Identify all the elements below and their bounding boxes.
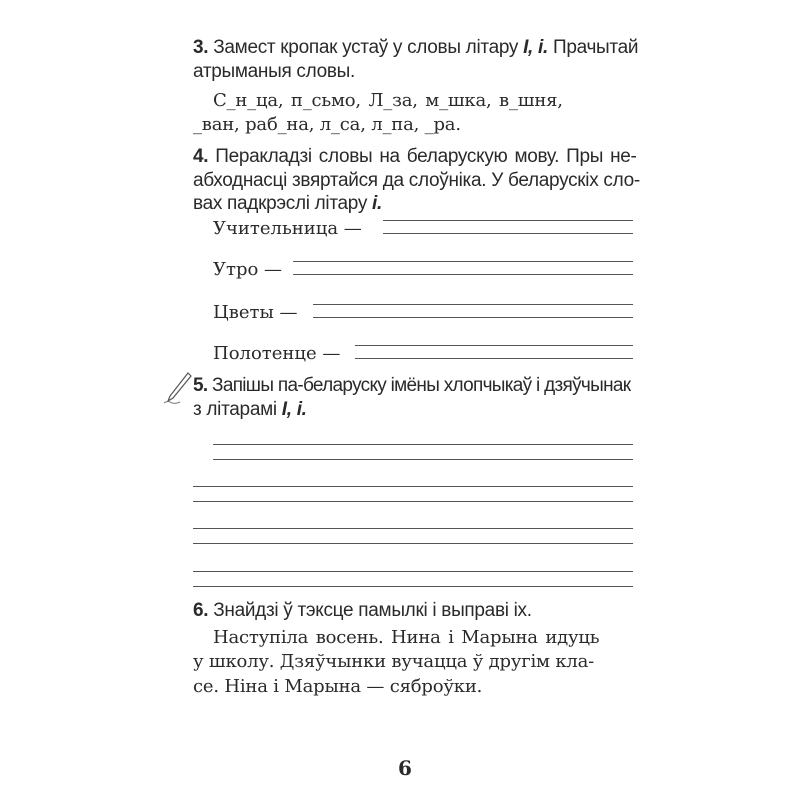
- ex3-words-line1: С_н_ца, п_сьмо, Л_за, м_шка, в_шня,: [213, 90, 563, 111]
- ex4-instruction-line1: [193, 145, 637, 169]
- answer-line[interactable]: [383, 233, 633, 234]
- writing-line[interactable]: [193, 528, 633, 529]
- ex6-instruction: [193, 599, 532, 623]
- answer-line[interactable]: [293, 274, 633, 275]
- writing-line[interactable]: [193, 486, 633, 487]
- writing-line[interactable]: [193, 543, 633, 544]
- ex4-number: 4.: [193, 146, 209, 167]
- ex6-text: Знайдзі ў тэксце памылкі і выправі іх.: [213, 600, 532, 621]
- ex5-letters: І, і.: [281, 399, 307, 420]
- ex6-number: 6.: [193, 600, 209, 621]
- ex3-text-b: Прачытай: [552, 37, 639, 58]
- ex5-text: Запішы па-беларуску імёны хлопчыкаў і дзяўчынак: [212, 375, 631, 396]
- ex5-instruction-line1: [193, 374, 630, 398]
- ex4-text3: вах падкрэслі літару: [193, 193, 368, 214]
- ex5-instruction-line2: [193, 398, 307, 422]
- writing-line[interactable]: [193, 501, 633, 502]
- ex3-instruction-line1: [193, 36, 638, 60]
- answer-line[interactable]: [383, 220, 633, 221]
- ex6-text-line3: се. Ніна і Марына — сяброўки.: [193, 676, 483, 697]
- pen-icon: [160, 370, 192, 406]
- ex3-words-line2: _ван, раб_на, л_са, л_па, _ра.: [193, 114, 461, 135]
- ex3-instruction-line2: атрыманыя словы.: [193, 61, 356, 82]
- ex4-word-4: Полотенце —: [213, 343, 341, 364]
- answer-line[interactable]: [355, 358, 633, 359]
- ex4-instruction-line3: [193, 192, 382, 216]
- ex4-word-3: Цветы —: [213, 302, 298, 323]
- ex4-word-1: Учительница —: [213, 218, 362, 239]
- answer-line[interactable]: [313, 317, 633, 318]
- answer-line[interactable]: [293, 261, 633, 262]
- answer-line[interactable]: [355, 345, 633, 346]
- writing-line[interactable]: [193, 586, 633, 587]
- ex4-instruction-line2: абходнасці звяртайся да слоўніка. У беларускіх сло-: [193, 170, 640, 191]
- writing-line[interactable]: [213, 444, 633, 445]
- ex5-text2: з літарамі: [193, 399, 277, 420]
- writing-line[interactable]: [193, 571, 633, 572]
- writing-line[interactable]: [213, 459, 633, 460]
- ex4-word-2: Утро —: [213, 259, 283, 280]
- ex6-text-line1: Наступіла восень. Нина і Марына идуць: [213, 627, 600, 648]
- answer-line[interactable]: [313, 304, 633, 305]
- ex3-number: 3.: [193, 37, 209, 58]
- ex4-text: Перакладзі словы на беларускую мову. Пры не-: [215, 146, 637, 167]
- ex3-letters: І, і.: [523, 37, 548, 58]
- ex4-letter: і.: [372, 193, 382, 214]
- ex6-text-line2: у школу. Дзяўчынки вучацца ў другім кла-: [193, 651, 595, 672]
- ex3-text: Замест кропак устаў у словы літару: [213, 37, 519, 58]
- ex5-number: 5.: [193, 375, 208, 396]
- page-number: 6: [398, 756, 412, 780]
